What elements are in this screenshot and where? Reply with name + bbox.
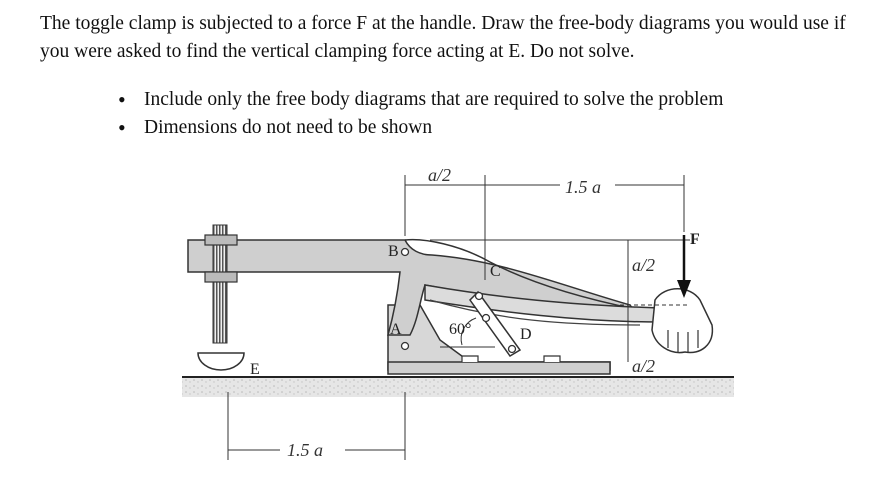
nut-top: [205, 235, 237, 245]
point-label-d: D: [520, 326, 532, 343]
clamp-pad-e: [198, 353, 244, 370]
dim-label-top-a2: a/2: [428, 165, 452, 185]
base-pin-2: [544, 356, 560, 362]
pin-d: [509, 346, 516, 353]
nut-bottom: [205, 272, 237, 282]
pin-a: [402, 343, 409, 350]
pin-b: [402, 249, 409, 256]
point-label-e: E: [250, 361, 260, 378]
dim-label-right-a2-upper: a/2: [632, 255, 656, 275]
ground-hatch: [182, 377, 734, 397]
hand: [652, 289, 712, 353]
pin-lower-link: [483, 315, 490, 322]
point-label-a: A: [390, 321, 402, 338]
dim-label-bottom-15a: 1.5 a: [287, 440, 323, 460]
problem-statement: The toggle clamp is subjected to a force F at the handle. Draw the free-body diagrams you would use if you were asked to find the vertical clamping force acting at E. Do not solve.: [40, 13, 846, 62]
angle-label: 60°: [449, 321, 472, 338]
dim-label-top-15a: 1.5 a: [565, 177, 601, 197]
clamp-arm: [188, 240, 640, 335]
instruction-item: • Include only the free body diagrams that are required to solve the problem: [112, 86, 723, 114]
point-label-b: B: [388, 243, 399, 260]
instruction-item: • Dimensions do not need to be shown: [112, 114, 723, 142]
base-plate: [388, 362, 610, 374]
base-pin-1: [462, 356, 478, 362]
point-label-c: C: [490, 263, 501, 280]
force-label-f: F: [690, 231, 700, 248]
pin-c: [476, 293, 483, 300]
dim-label-right-a2-lower: a/2: [632, 356, 656, 376]
